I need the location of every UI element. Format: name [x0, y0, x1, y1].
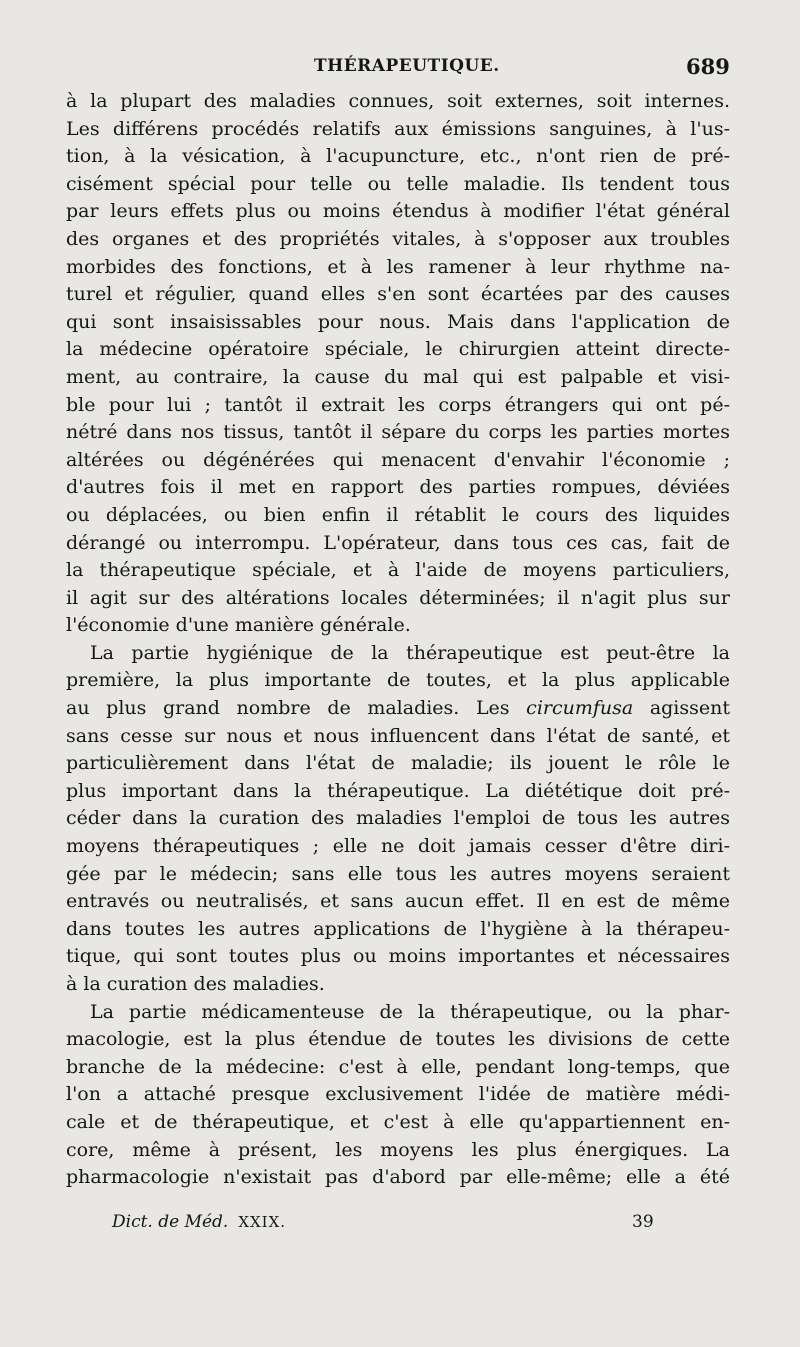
- paragraph-start-line: La partie hygiénique de la thérapeutique est peut-être la: [90, 641, 730, 664]
- text-line: core, même à présent, les moyens les plus énergiques. La: [66, 1138, 730, 1161]
- text-line: tion, à la vésication, à l'acupuncture, etc., n'ont rien de pré-: [66, 145, 730, 168]
- text-line: par leurs effets plus ou moins étendus à modifier l'état général: [66, 200, 730, 223]
- volume-number: XXIX.: [238, 1213, 287, 1231]
- text-line: sans cesse sur nous et nous influencent dans l'état de santé, et: [66, 724, 730, 747]
- text-line: il agit sur des altérations locales déterminées; il n'agit plus sur: [66, 586, 730, 609]
- text-line: ou déplacées, ou bien enfin il rétablit le cours des liquides: [66, 503, 730, 526]
- text-segment: au plus grand nombre de maladies. Les: [66, 697, 510, 720]
- page-footer: [0, 1212, 800, 1238]
- text-line: morbides des fonctions, et à les ramener à leur rhythme na-: [66, 255, 730, 278]
- text-line: qui sont insaisissables pour nous. Mais dans l'application de: [66, 310, 730, 333]
- sheet-number: 39: [632, 1212, 654, 1232]
- text-line: la thérapeutique spéciale, et à l'aide de moyens particuliers,: [66, 559, 730, 582]
- text-line: moyens thérapeutiques ; elle ne doit jamais cesser d'être diri-: [66, 835, 730, 858]
- text-line: cale et de thérapeutique, et c'est à elle qu'appartiennent en-: [66, 1110, 730, 1133]
- page-number: 689: [686, 54, 730, 79]
- text-line: macologie, est la plus étendue de toutes les divisions de cette: [66, 1028, 730, 1051]
- signature-title: Dict. de Méd.: [112, 1212, 229, 1232]
- text-line: dérangé ou interrompu. L'opérateur, dans tous ces cas, fait de: [66, 531, 730, 554]
- text-line: cisément spécial pour telle ou telle maladie. Ils tendent tous: [66, 172, 730, 195]
- text-line: nétré dans nos tissus, tantôt il sépare du corps les parties mortes: [66, 421, 730, 444]
- text-line: gée par le médecin; sans elle tous les autres moyens seraient: [66, 862, 730, 885]
- page-header: [0, 56, 800, 84]
- text-line: turel et régulier, quand elles s'en sont écartées par des causes: [66, 283, 730, 306]
- text-line: entravés ou neutralisés, et sans aucun effet. Il en est de même: [66, 890, 730, 913]
- text-segment: agissent: [633, 697, 730, 720]
- text-line: particulièrement dans l'état de maladie; ils jouent le rôle le: [66, 752, 730, 775]
- text-line: plus important dans la thérapeutique. La diététique doit pré-: [66, 779, 730, 802]
- paragraph-start-line: La partie médicamenteuse de la thérapeutique, ou la phar-: [90, 1000, 730, 1023]
- text-line: altérées ou dégénérées qui menacent d'envahir l'économie ;: [66, 448, 730, 471]
- text-line: branche de la médecine: c'est à elle, pendant long-temps, que: [66, 1055, 730, 1078]
- text-line: dans toutes les autres applications de l'hygiène à la thérapeu-: [66, 917, 730, 940]
- text-line: tique, qui sont toutes plus ou moins importantes et nécessaires: [66, 945, 730, 968]
- text-line: d'autres fois il met en rapport des parties rompues, déviées: [66, 476, 730, 499]
- paragraph-end-line: l'économie d'une manière générale.: [66, 614, 411, 637]
- text-line: ble pour lui ; tantôt il extrait les corps étrangers qui ont pé-: [66, 393, 730, 416]
- text-line: ment, au contraire, la cause du mal qui est palpable et visi-: [66, 365, 730, 388]
- paragraph-end-line: à la curation des maladies.: [66, 973, 325, 995]
- text-line: pharmacologie n'existait pas d'abord par elle-même; elle a été: [66, 1166, 730, 1189]
- text-line: à la plupart des maladies connues, soit externes, soit internes.: [66, 90, 730, 112]
- text-line: la médecine opératoire spéciale, le chirurgien atteint directe-: [66, 338, 730, 361]
- italic-term: circumfusa: [526, 697, 634, 720]
- running-head: THÉRAPEUTIQUE.: [314, 56, 500, 76]
- text-line-with-italic: [66, 695, 730, 723]
- text-line: des organes et des propriétés vitales, à s'opposer aux troubles: [66, 227, 730, 250]
- body-text: [66, 88, 730, 1192]
- text-line: l'on a attaché presque exclusivement l'idée de matière médi-: [66, 1083, 730, 1106]
- text-line: première, la plus importante de toutes, et la plus applicable: [66, 669, 730, 692]
- text-line: céder dans la curation des maladies l'emploi de tous les autres: [66, 807, 730, 830]
- signature-mark: [112, 1212, 286, 1232]
- text-line: Les différens procédés relatifs aux émissions sanguines, à l'us-: [66, 117, 730, 140]
